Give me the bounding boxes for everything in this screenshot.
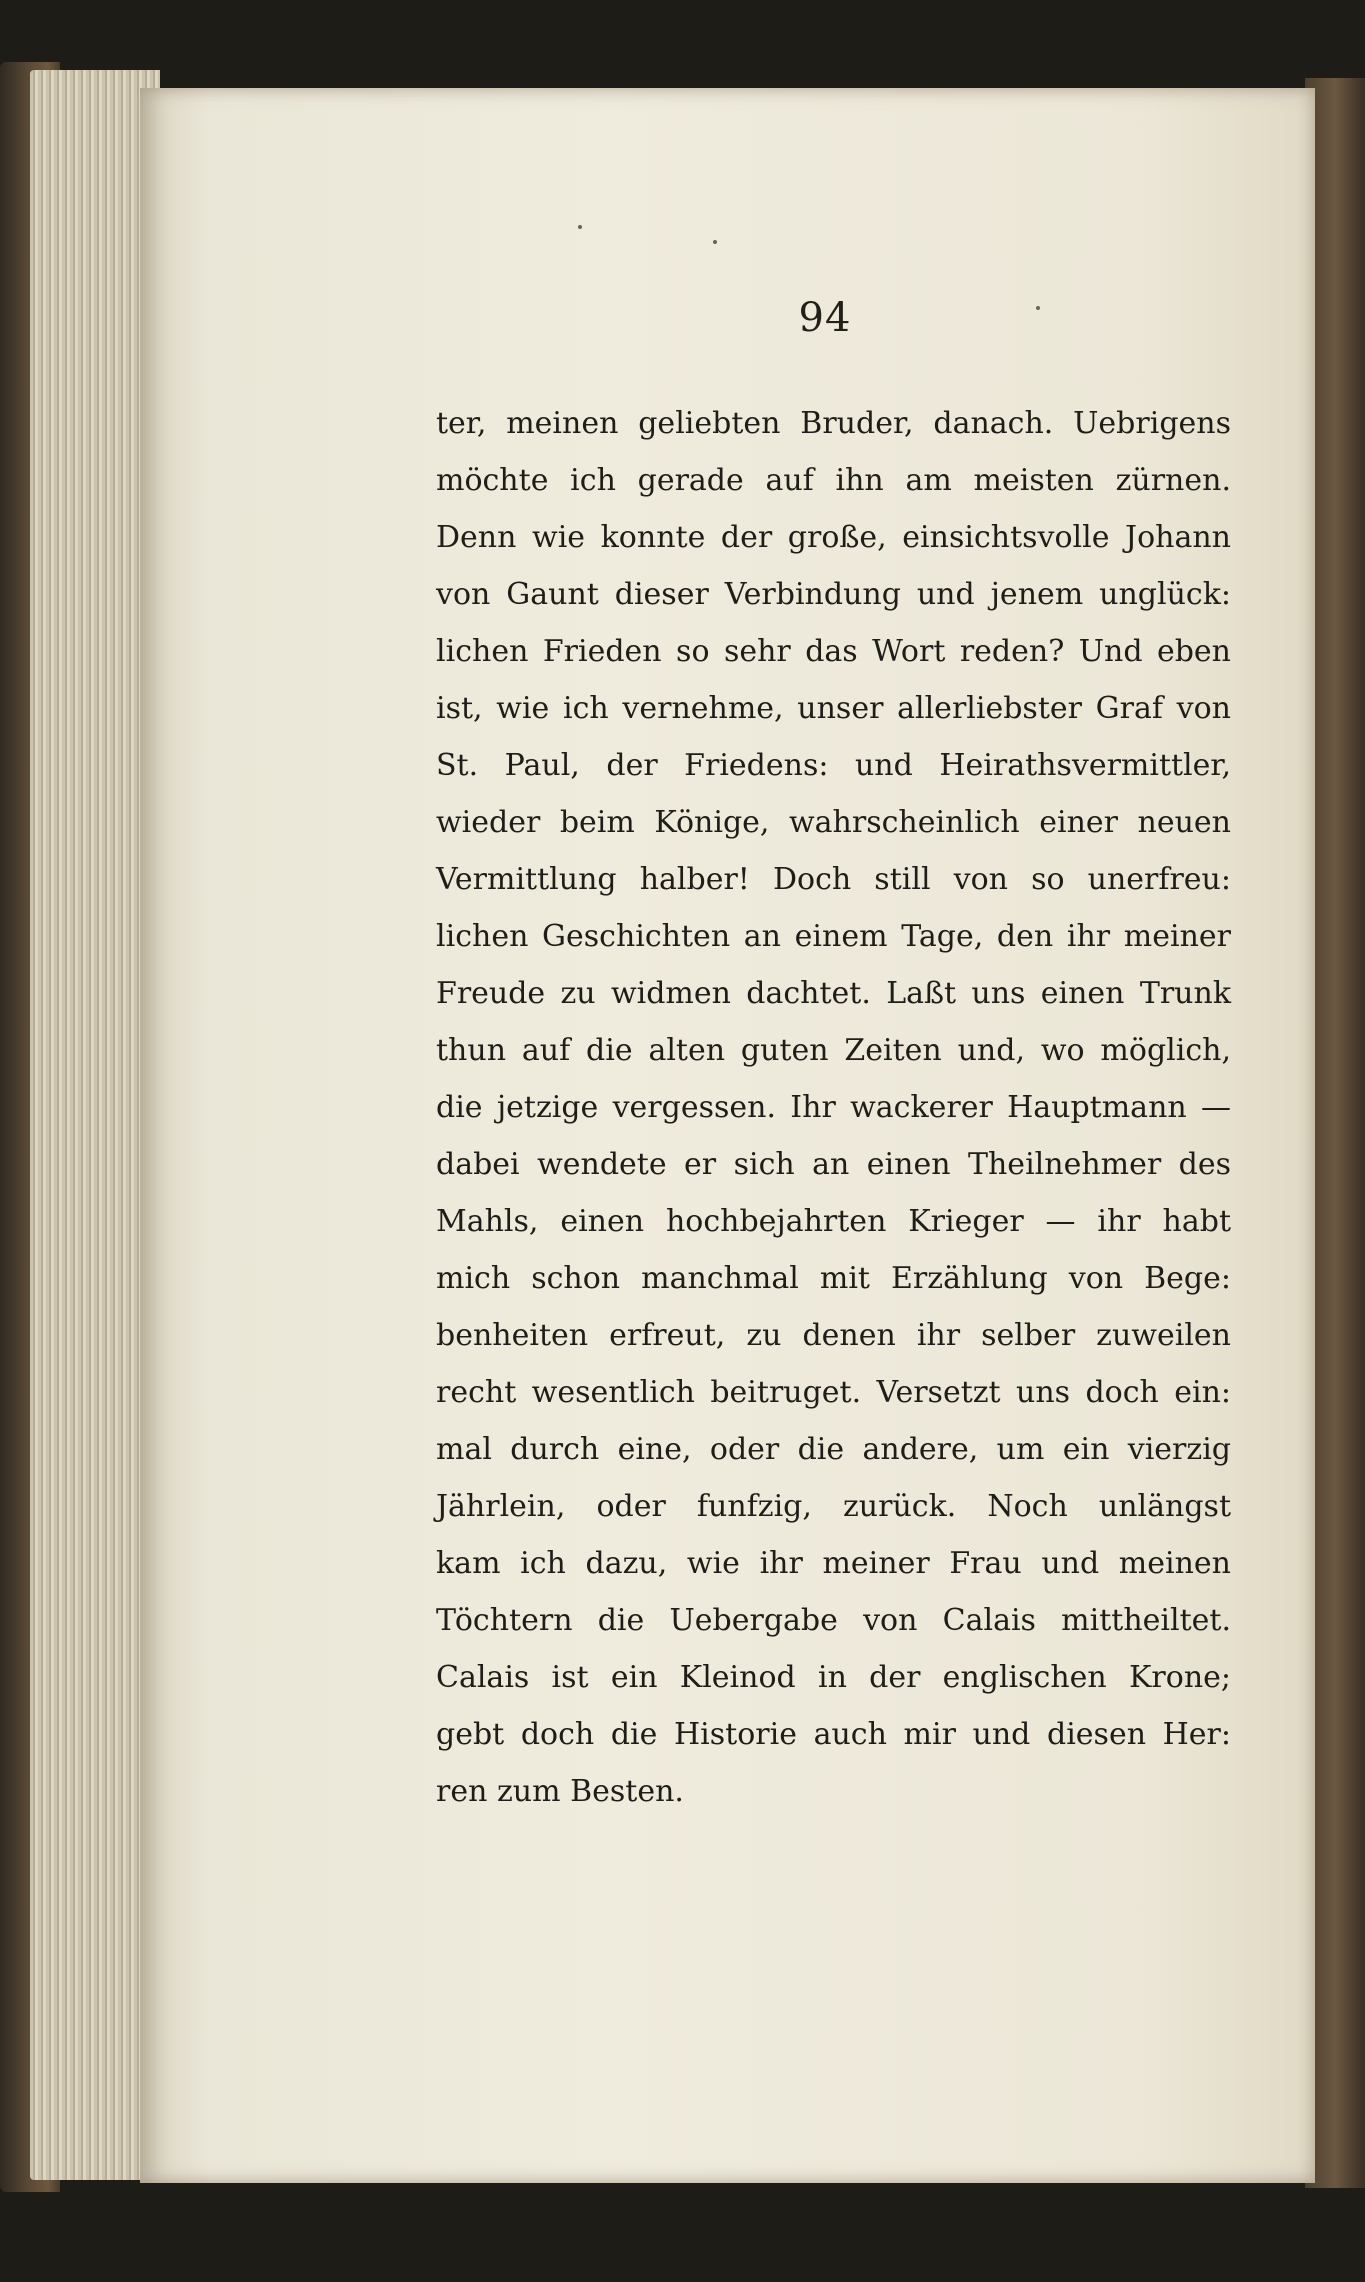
text-line: Calais ist ein Kleinod in der englischen Krone; — [436, 1660, 1231, 1695]
text-line: thun auf die alten guten Zeiten und, wo möglich, — [436, 1033, 1231, 1068]
text-line: St. Paul, der Friedens: und Heirathsvermittler, — [436, 748, 1231, 783]
text-line: möchte ich gerade auf ihn am meisten zürnen. — [436, 463, 1231, 498]
body-text — [436, 395, 1231, 1820]
text-line: Töchtern die Uebergabe von Calais mittheiltet. — [436, 1603, 1231, 1638]
text-line: Jährlein, oder funfzig, zurück. Noch unlängst — [436, 1489, 1231, 1524]
text-line: benheiten erfreut, zu denen ihr selber zuweilen — [436, 1318, 1231, 1353]
text-line: lichen Geschichten an einem Tage, den ihr meiner — [436, 919, 1231, 954]
text-line: Mahls, einen hochbejahrten Krieger — ihr habt — [436, 1204, 1231, 1239]
text-line: ren zum Besten. — [436, 1774, 684, 1809]
text-line: recht wesentlich beitruget. Versetzt uns doch ein: — [436, 1375, 1231, 1410]
text-line: gebt doch die Historie auch mir und diesen Her: — [436, 1717, 1231, 1752]
text-line: Freude zu widmen dachtet. Laßt uns einen Trunk — [436, 976, 1231, 1011]
text-line: lichen Frieden so sehr das Wort reden? Und eben — [436, 634, 1231, 669]
text-line: Vermittlung halber! Doch still von so unerfreu: — [436, 862, 1231, 897]
text-line: mich schon manchmal mit Erzählung von Bege: — [436, 1261, 1231, 1296]
text-line: von Gaunt dieser Verbindung und jenem unglück: — [436, 577, 1231, 612]
paper-speck — [713, 240, 717, 244]
text-line: ist, wie ich vernehme, unser allerliebster Graf von — [436, 691, 1231, 726]
text-line: Denn wie konnte der große, einsichtsvolle Johann — [436, 520, 1231, 555]
paper-speck — [1036, 306, 1040, 310]
text-line: mal durch eine, oder die andere, um ein vierzig — [436, 1432, 1231, 1467]
text-line: kam ich dazu, wie ihr meiner Frau und meinen — [436, 1546, 1231, 1581]
paper-speck — [578, 225, 582, 229]
page-number: 94 — [798, 295, 852, 341]
text-line: die jetzige vergessen. Ihr wackerer Hauptmann — — [436, 1090, 1231, 1125]
text-line: wieder beim Könige, wahrscheinlich einer neuen — [436, 805, 1231, 840]
text-line: ter, meinen geliebten Bruder, danach. Uebrigens — [436, 406, 1231, 441]
text-line: dabei wendete er sich an einen Theilnehmer des — [436, 1147, 1231, 1182]
